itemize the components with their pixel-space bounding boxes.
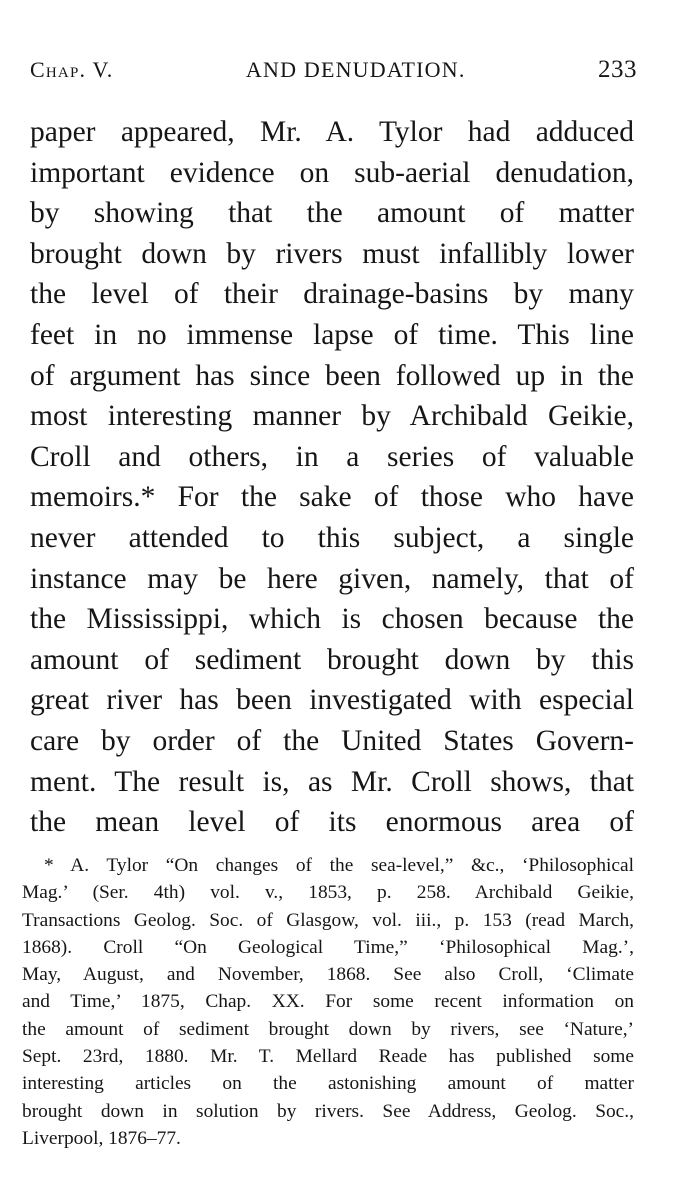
text-line: paper appeared, Mr. A. Tylor had adduced (30, 116, 634, 148)
text-line: most interesting manner by Archibald Geikie, (30, 400, 634, 433)
running-title: AND DENUDATION. (245, 57, 466, 82)
footnote-line: interesting articles on the astonishing amount of matter (22, 1073, 634, 1095)
text-line: ment. The result is, as Mr. Croll shows, that (30, 765, 634, 798)
footnote-line: Transactions Geolog. Soc. of Glasgow, vol. iii., p. 153 (read March, (22, 909, 634, 931)
text-line: important evidence on sub-aerial denudation, (30, 156, 634, 189)
main-text (30, 112, 634, 843)
footnote-line: Mag.’ (Ser. 4th) vol. v., 1853, p. 258. Archibald Geikie, (22, 882, 634, 904)
text-line: memoirs.* For the sake of those who have (30, 481, 634, 514)
running-header (30, 56, 637, 90)
text-line: brought down by rivers must infallibly lower (30, 237, 634, 270)
footnote-line: brought down in solution by rivers. See Address, Geolog. Soc., (22, 1100, 634, 1122)
footnote-line: Liverpool, 1876–77. (22, 1127, 181, 1149)
text-line: of argument has since been followed up in the (30, 359, 634, 392)
text-line: the level of their drainage-basins by many (30, 278, 634, 311)
footnote-line: May, August, and November, 1868. See also Croll, ‘Climate (22, 964, 634, 986)
text-line: never attended to this subject, a single (30, 521, 634, 554)
page-number: 233 (598, 56, 637, 83)
text-line: Croll and others, in a series of valuable (30, 440, 634, 473)
text-line: the Mississippi, which is chosen because the (30, 603, 634, 636)
footnote-line: and Time,’ 1875, Chap. XX. For some recent information on (22, 991, 634, 1013)
text-line: great river has been investigated with especial (30, 684, 634, 717)
text-line: the mean level of its enormous area of (30, 806, 634, 839)
text-line: instance may be here given, namely, that of (30, 562, 634, 595)
footnote-line: 1868). Croll “On Geological Time,” ‘Philosophical Mag.’, (22, 936, 634, 958)
footnote-line: * A. Tylor “On changes of the sea-level,” &c., ‘Philosophical (44, 855, 634, 876)
text-line: by showing that the amount of matter (30, 197, 634, 230)
text-line: care by order of the United States Govern- (30, 724, 634, 757)
chapter-label: Chap. V. (30, 57, 114, 82)
text-line: amount of sediment brought down by this (30, 643, 634, 676)
footnote-line: the amount of sediment brought down by rivers, see ‘Nature,’ (22, 1018, 634, 1040)
footnote-line: Sept. 23rd, 1880. Mr. T. Mellard Reade has published some (22, 1046, 634, 1068)
text-line: feet in no immense lapse of time. This line (30, 318, 634, 351)
footnote (22, 852, 634, 1152)
